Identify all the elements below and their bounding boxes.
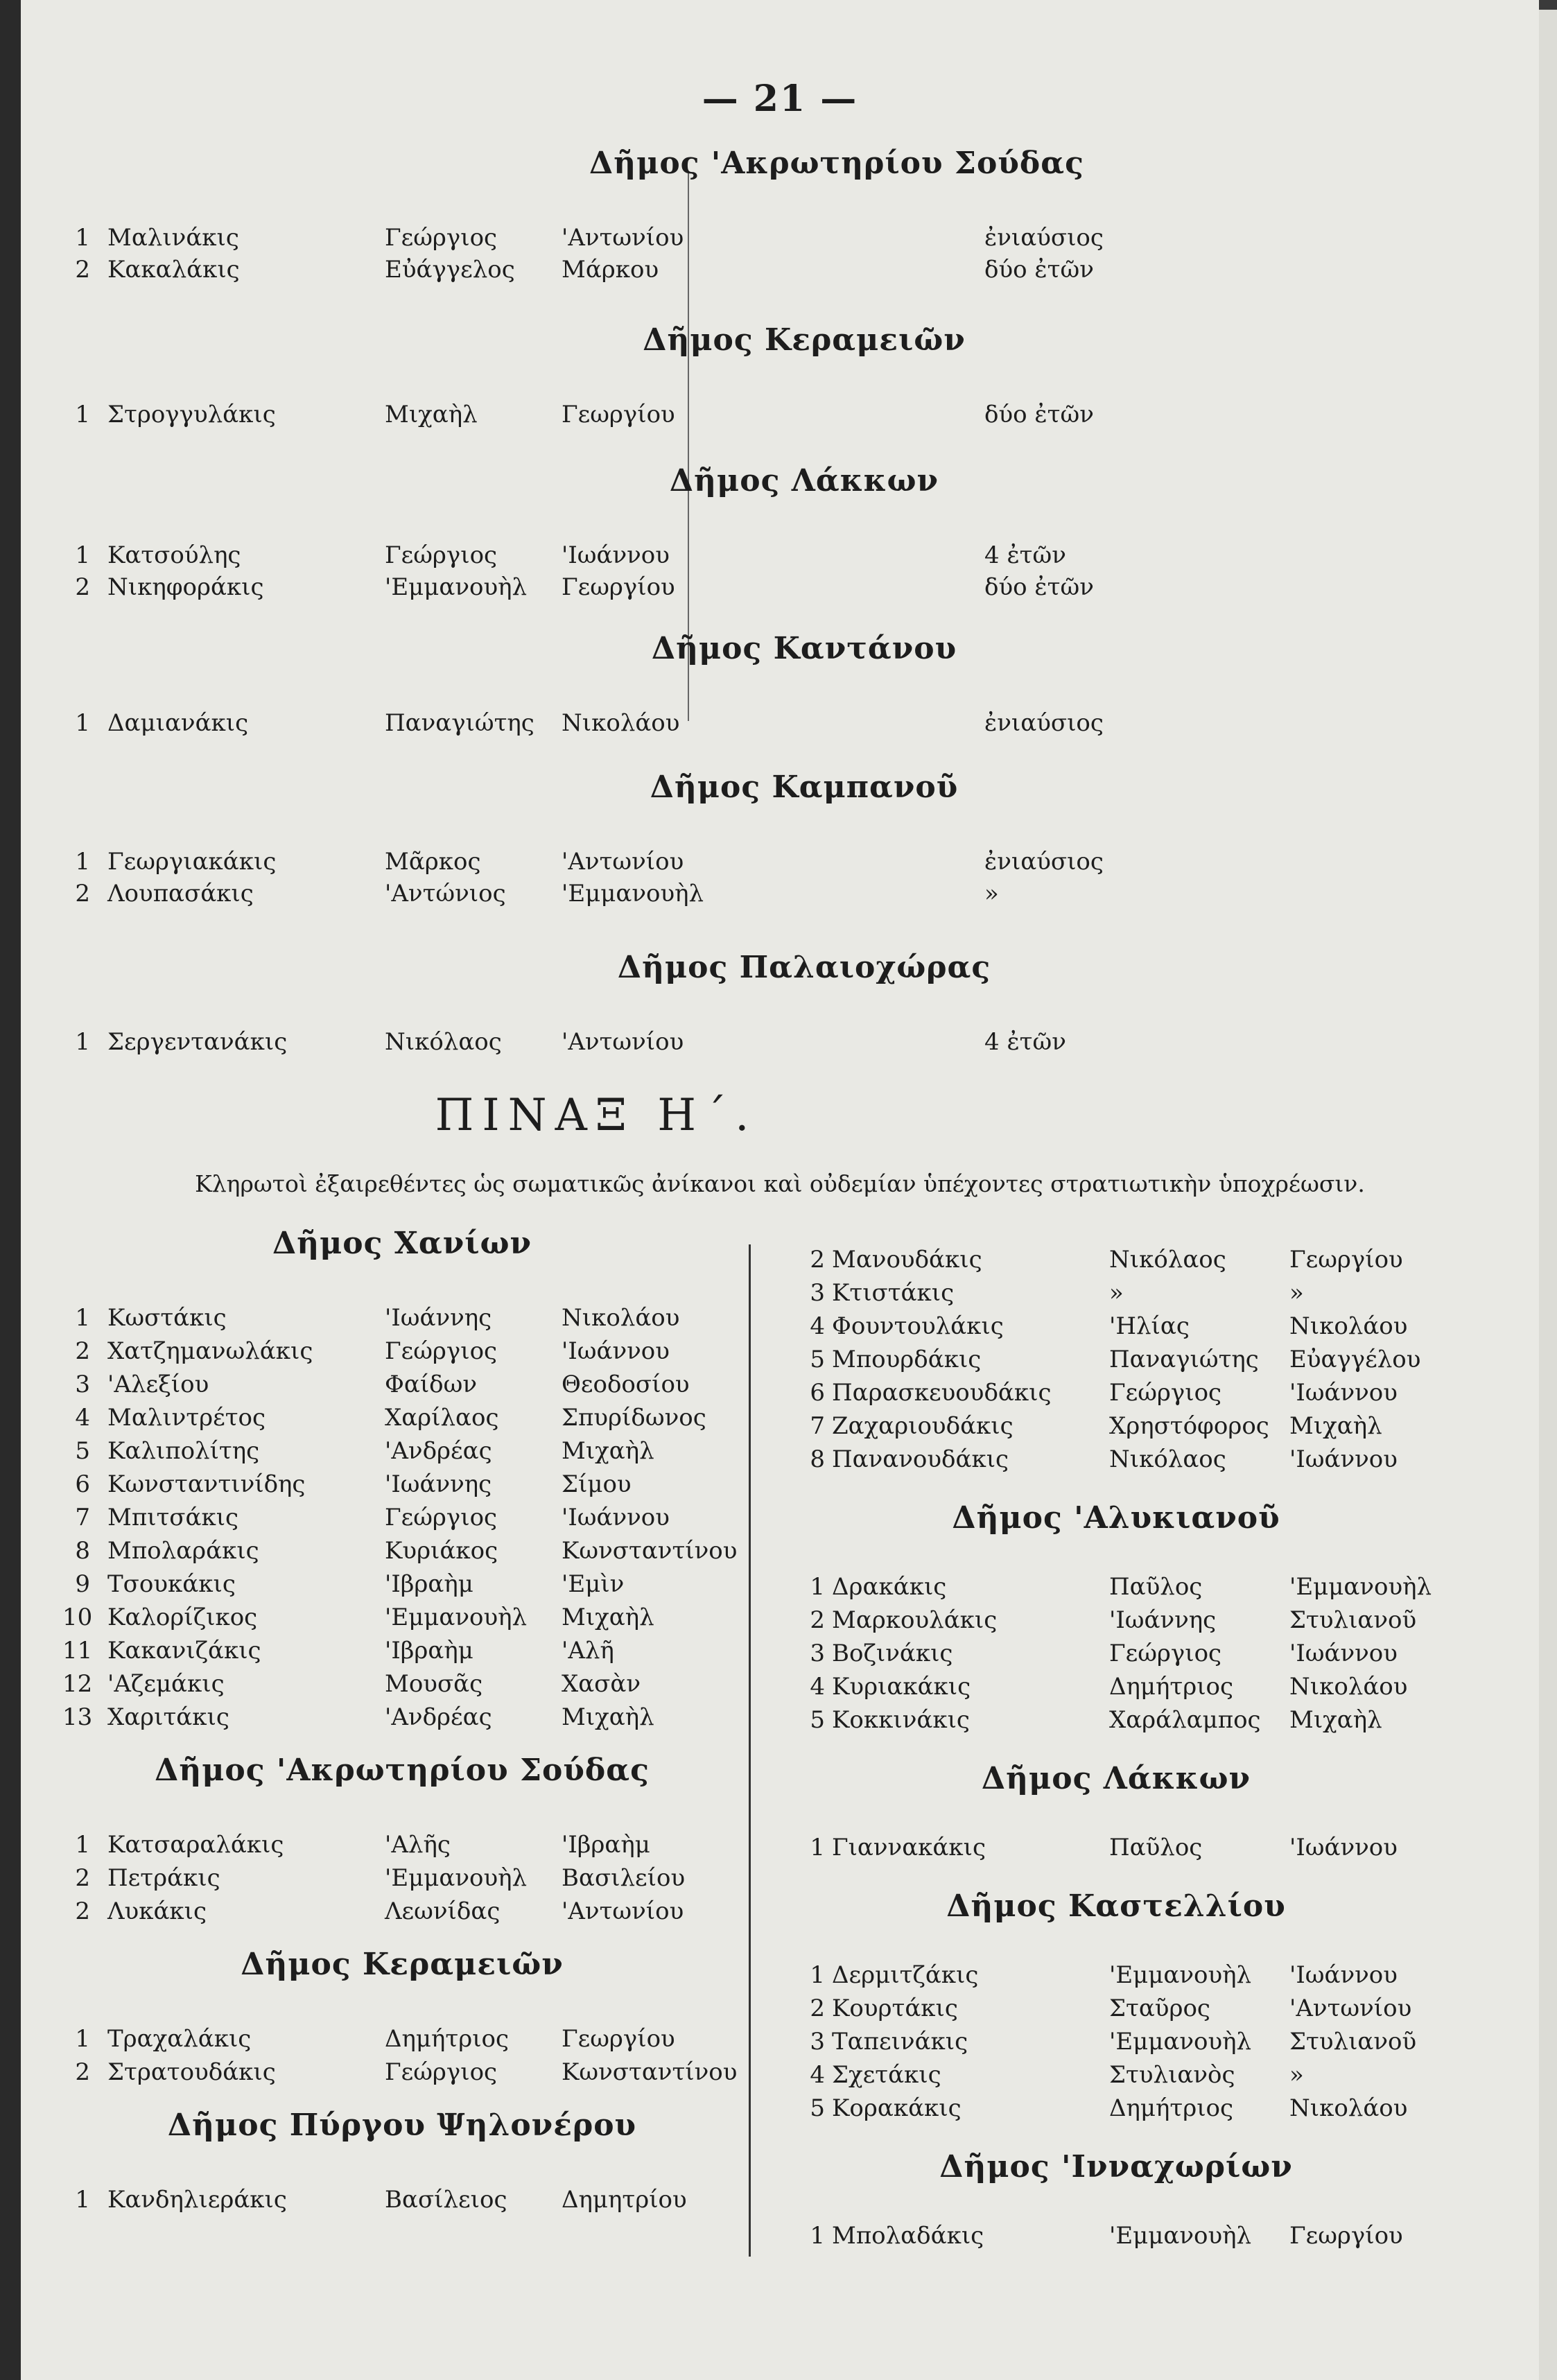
table-row [21,1669,1539,1704]
table-row [21,1025,1539,1059]
surname: Κακαλάκις [107,256,240,284]
father-name: Σπυρίδωνος [562,1404,706,1432]
scan-left-edge [0,0,21,2380]
father-name: Μιχαὴλ [1289,1412,1382,1440]
given-name: Βασίλειος [385,2186,507,2214]
section-heading: Δῆμος Λάκκων [981,1761,1251,1796]
row-number: 2 [75,2058,90,2086]
term: ἐνιαύσιος [984,709,1104,737]
surname: Πανανουδάκις [832,1445,1009,1473]
given-name: 'Ιβραὴμ [385,1570,473,1598]
row-number: 6 [810,1379,825,1407]
section-heading: Δῆμος Καστελλίου [946,1888,1286,1924]
father-name: Δημητρίου [562,2186,687,2214]
surname: Μπολαράκις [107,1537,259,1565]
father-name: Γεωργίου [562,401,675,428]
father-name: Κωνσταντίνου [562,1537,738,1565]
section-heading: Δῆμος 'Ακρωτηρίου Σούδας [155,1753,650,1788]
father-name: Νικολάου [1289,2094,1408,2122]
given-name: 'Εμμανουὴλ [1109,2028,1252,2056]
surname: Μπιτσάκις [107,1504,239,1531]
term: 4 ἐτῶν [984,541,1066,569]
table-row [21,570,1539,605]
surname: Δρακάκις [832,1573,947,1601]
table-row [21,706,1539,740]
surname: Μανουδάκις [832,1246,982,1274]
given-name: 'Ιωάννης [385,1304,492,1332]
given-name: Χρηστόφορος [1109,1412,1269,1440]
row-number: 5 [810,1706,825,1734]
father-name: 'Εμὶν [562,1570,625,1598]
surname: Φουντουλάκις [832,1312,1004,1340]
given-name: Γεώργιος [1109,1640,1222,1667]
surname: Δαμιανάκις [107,709,249,737]
father-name: Γεωργίου [1289,1246,1403,1274]
father-name: 'Ιωάννου [1289,1640,1398,1667]
surname: Στρογγυλάκις [107,401,276,428]
surname: 'Αλεξίου [107,1371,209,1398]
given-name: Λεωνίδας [385,1897,501,1925]
table-row [21,844,1539,879]
given-name: Γεώργιος [385,2058,498,2086]
father-name: Μιχαὴλ [562,1437,654,1465]
table-row [21,876,1539,911]
given-name: 'Εμμανουὴλ [385,1604,528,1631]
table-row [21,1991,1539,2026]
row-number: 2 [75,256,90,284]
father-name: 'Αντωνίου [562,848,684,876]
section-heading: Δῆμος 'Ακρωτηρίου Σούδας [589,146,1084,181]
surname: Πετράκις [107,1864,220,1892]
surname: Γεωργιακάκις [107,848,277,876]
table-row [21,1570,1539,1604]
row-number: 1 [75,541,90,569]
given-name: Μουσᾶς [385,1670,483,1698]
surname: Κακανιζάκις [107,1637,261,1665]
row-number: 7 [810,1412,825,1440]
surname: 'Αζεμάκις [107,1670,225,1698]
father-name: 'Ιωάννου [562,541,670,569]
father-name: 'Αντωνίου [562,224,684,252]
surname: Παρασκευουδάκις [832,1379,1052,1407]
given-name: Νικόλαος [1109,1445,1226,1473]
row-number: 2 [810,1995,825,2022]
surname: Χατζημανωλάκις [107,1337,313,1365]
given-name: Δημήτριος [1109,1673,1234,1701]
row-number: 1 [75,401,90,428]
given-name: Νικόλαος [1109,1246,1226,1274]
pinax-subtitle: Κληρωτοὶ ἐξαιρεθέντες ὡς σωματικῶς ἀνίκανοι καὶ οὐδεμίαν ὑπέχοντες στρατιωτικὴν ὑποχρέωσιν. [195,1170,1365,1197]
row-number: 3 [75,1371,90,1398]
row-number: 4 [810,1312,825,1340]
given-name: 'Εμμανουὴλ [1109,2222,1252,2250]
surname: Ταπεινάκις [832,2028,968,2056]
row-number: 11 [62,1637,93,1665]
given-name: Γεώργιος [385,541,498,569]
father-name: Νικολάου [1289,1673,1408,1701]
row-number: 2 [810,1246,825,1274]
table-row [21,1534,1539,1568]
father-name: » [1289,1279,1304,1307]
document-page [21,0,1539,2380]
row-number: 2 [75,573,90,601]
father-name: Νικολάου [562,1304,680,1332]
surname: Μαλιντρέτος [107,1404,266,1432]
surname: Μπουρδάκις [832,1346,982,1373]
father-name: Θεοδοσίου [562,1371,690,1398]
surname: Τραχαλάκις [107,2025,252,2053]
father-name: Μιχαὴλ [562,1703,654,1731]
table-row [21,1830,1539,1865]
surname: Μαλινάκις [107,224,239,252]
table-row [21,252,1539,287]
row-number: 2 [75,1897,90,1925]
given-name: 'Ανδρέας [385,1437,492,1465]
given-name: Φαίδων [385,1371,478,1398]
row-number: 10 [62,1604,93,1631]
row-number: 5 [810,2094,825,2122]
father-name: 'Εμμανουὴλ [562,880,704,907]
term: » [984,880,999,907]
table-row [21,397,1539,432]
given-name: Παναγιώτης [1109,1346,1259,1373]
pinax-title: ΠΙΝΑΞ Η΄. [435,1090,758,1141]
father-name: Μάρκου [562,256,659,284]
term: δύο ἐτῶν [984,256,1094,284]
table-row [21,1636,1539,1671]
father-name: Γεωργίου [562,573,675,601]
father-name: Σίμου [562,1470,632,1498]
table-row [21,2182,1539,2217]
surname: Κατσούλης [107,541,241,569]
row-number: 4 [75,1404,90,1432]
father-name: Εὐαγγέλου [1289,1346,1421,1373]
father-name: 'Ιωάννου [562,1504,670,1531]
father-name: Μιχαὴλ [1289,1706,1382,1734]
row-number: 3 [810,2028,825,2056]
given-name: Μᾶρκος [385,848,481,876]
row-number: 1 [75,1028,90,1056]
given-name: Χαράλαμπος [1109,1706,1261,1734]
section-heading: Δῆμος Κεραμειῶν [643,322,966,358]
row-number: 1 [75,848,90,876]
row-number: 8 [810,1445,825,1473]
father-name: 'Αντωνίου [562,1897,684,1925]
surname: Δερμιτζάκις [832,1961,979,1989]
surname: Κανδηλιεράκις [107,2186,287,2214]
row-number: 1 [75,1304,90,1332]
table-row [21,2058,1539,2092]
row-number: 1 [75,2186,90,2214]
given-name: 'Εμμανουὴλ [385,1864,528,1892]
term: ἐνιαύσιος [984,848,1104,876]
given-name: Γεώργιος [1109,1379,1222,1407]
father-name: 'Ιωάννου [1289,1834,1398,1861]
given-name: 'Εμμανουὴλ [385,573,528,601]
page-number: — 21 — [702,78,858,120]
section-heading: Δῆμος Παλαιοχώρας [617,950,991,985]
father-name: 'Αντωνίου [1289,1995,1412,2022]
row-number: 1 [810,1573,825,1601]
surname: Νικηφοράκις [107,573,264,601]
row-number: 6 [75,1470,90,1498]
table-row [21,220,1539,255]
row-number: 3 [810,1640,825,1667]
father-name: Χασὰν [562,1670,641,1698]
row-number: 2 [810,1606,825,1634]
surname: Μπολαδάκις [832,2222,984,2250]
father-name: Βασιλείου [562,1864,686,1892]
surname: Κοκκινάκις [832,1706,970,1734]
given-name: 'Ιωάννης [385,1470,492,1498]
father-name: Στυλιανοῦ [1289,1606,1417,1634]
surname: Κουρτάκις [832,1995,958,2022]
surname: Κωστάκις [107,1304,227,1332]
given-name: » [1109,1279,1124,1307]
given-name: 'Εμμανουὴλ [1109,1961,1252,1989]
surname: Στρατουδάκις [107,2058,276,2086]
given-name: Παῦλος [1109,1573,1203,1601]
table-row [21,2091,1539,2126]
given-name: Σταῦρος [1109,1995,1210,2022]
row-number: 2 [75,1864,90,1892]
section-heading: Δῆμος Καντάνου [651,631,957,666]
given-name: Γεώργιος [385,224,498,252]
row-number: 1 [810,1961,825,1989]
term: δύο ἐτῶν [984,401,1094,428]
term: ἐνιαύσιος [984,224,1104,252]
given-name: Μιχαὴλ [385,401,478,428]
surname: Ζαχαριουδάκις [832,1412,1014,1440]
surname: Κωνσταντινίδης [107,1470,306,1498]
table-row [21,1342,1539,1377]
surname: Μαρκουλάκις [832,1606,998,1634]
table-row [21,2218,1539,2253]
given-name: Δημήτριος [385,2025,510,2053]
father-name: » [1289,2061,1304,2089]
row-number: 7 [75,1504,90,1531]
surname: Χαριτάκις [107,1703,229,1731]
given-name: Παῦλος [1109,1834,1203,1861]
surname: Λουπασάκις [107,880,254,907]
given-name: Χαρίλαος [385,1404,499,1432]
row-number: 1 [75,1831,90,1859]
given-name: Εὐάγγελος [385,256,515,284]
father-name: 'Αντωνίου [562,1028,684,1056]
term: δύο ἐτῶν [984,573,1094,601]
row-number: 4 [810,2061,825,2089]
section-heading: Δῆμος Καμπανοῦ [650,770,959,805]
surname: Γιαννακάκις [832,1834,986,1861]
row-number: 4 [810,1673,825,1701]
father-name: Μιχαὴλ [562,1604,654,1631]
row-number: 1 [810,1834,825,1861]
table-row [21,2024,1539,2059]
row-number: 3 [810,1279,825,1307]
given-name: 'Ηλίας [1109,1312,1190,1340]
given-name: 'Ιβραὴμ [385,1637,473,1665]
surname: Κτιστάκις [832,1279,955,1307]
section-heading: Δῆμος Λάκκων [669,463,939,498]
row-number: 5 [810,1346,825,1373]
surname: Λυκάκις [107,1897,207,1925]
table-row [21,1409,1539,1443]
given-name: Γεώργιος [385,1337,498,1365]
given-name: Στυλιανὸς [1109,2061,1235,2089]
father-name: Νικολάου [562,709,680,737]
given-name: Παναγιώτης [385,709,534,737]
given-name: Δημήτριος [1109,2094,1234,2122]
row-number: 8 [75,1537,90,1565]
surname: Καλορίζικος [107,1604,258,1631]
given-name: Γεώργιος [385,1504,498,1531]
father-name: Κωνσταντίνου [562,2058,738,2086]
father-name: 'Ιωάννου [562,1337,670,1365]
surname: Καλιπολίτης [107,1437,260,1465]
section-heading: Δῆμος 'Αλυκιανοῦ [952,1500,1280,1536]
section-heading: Δῆμος Πύργου Ψηλονέρου [167,2108,637,2143]
table-row [21,1242,1539,1277]
row-number: 1 [810,2222,825,2250]
given-name: 'Αντώνιος [385,880,506,907]
table-row [21,538,1539,573]
surname: Βοζινάκις [832,1640,953,1667]
father-name: 'Ιωάννου [1289,1379,1398,1407]
surname: Σεργεντανάκις [107,1028,288,1056]
row-number: 5 [75,1437,90,1465]
term: 4 ἐτῶν [984,1028,1066,1056]
surname: Κορακάκις [832,2094,962,2122]
given-name: Κυριάκος [385,1537,498,1565]
given-name: 'Ιωάννης [1109,1606,1217,1634]
section-heading: Δῆμος Χανίων [272,1226,532,1261]
given-name: Νικόλαος [385,1028,502,1056]
row-number: 1 [75,224,90,252]
row-number: 2 [75,880,90,907]
father-name: 'Εμμανουὴλ [1289,1573,1432,1601]
row-number: 1 [75,709,90,737]
father-name: 'Ιωάννου [1289,1445,1398,1473]
table-row [21,1309,1539,1344]
section-heading: Δῆμος 'Ινναχωρίων [939,2149,1293,2184]
father-name: 'Ιβραὴμ [562,1831,650,1859]
surname: Κατσαραλάκις [107,1831,284,1859]
father-name: 'Αλῆ [562,1637,614,1665]
father-name: Στυλιανοῦ [1289,2028,1417,2056]
row-number: 13 [62,1703,93,1731]
table-row [21,1276,1539,1310]
father-name: Γεωργίου [562,2025,675,2053]
given-name: 'Αλῆς [385,1831,451,1859]
row-number: 9 [75,1570,90,1598]
row-number: 1 [75,2025,90,2053]
surname: Τσουκάκις [107,1570,236,1598]
father-name: Νικολάου [1289,1312,1408,1340]
row-number: 2 [75,1337,90,1365]
table-row [21,1603,1539,1638]
given-name: 'Ανδρέας [385,1703,492,1731]
surname: Κυριακάκις [832,1673,971,1701]
father-name: Γεωργίου [1289,2222,1403,2250]
section-heading: Δῆμος Κεραμειῶν [241,1947,564,1982]
row-number: 12 [62,1670,93,1698]
table-row [21,1442,1539,1477]
father-name: 'Ιωάννου [1289,1961,1398,1989]
table-row [21,1958,1539,1992]
table-row [21,1703,1539,1737]
table-row [21,1375,1539,1410]
surname: Σχετάκις [832,2061,941,2089]
